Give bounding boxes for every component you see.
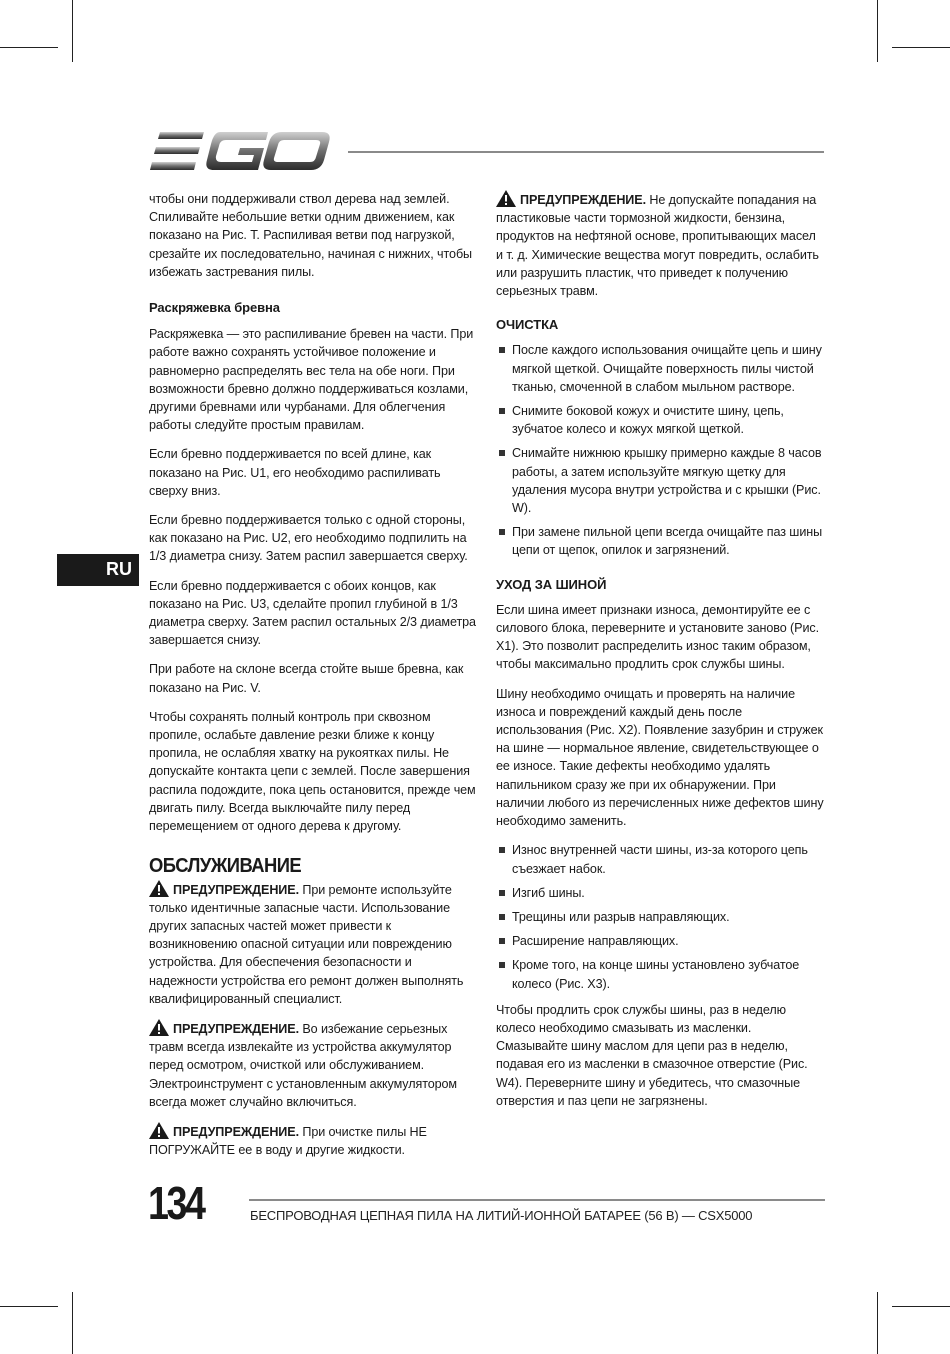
warning-triangle-icon	[149, 1019, 169, 1036]
warning-label: ПРЕДУПРЕЖДЕНИЕ.	[520, 193, 646, 207]
left-column	[149, 190, 477, 1170]
list-item: При замене пильной цепи всегда очищайте паз шины цепи от щепок, опилок и загрязнений.	[496, 523, 826, 559]
defects-list	[496, 841, 826, 992]
warning-text: При очистке пилы НЕ ПОГРУЖАЙТЕ ее в воду и другие жидкости.	[149, 1124, 427, 1158]
paragraph: Шину необходимо очищать и проверять на наличие износа и повреждений каждый день после использования (Рис. X2). Появление зазубрин и стружек на шине — нормальное явление, свидетельствующее о ее износе. Такие дефекты необходимо удалять напильником сразу же при их обнаружении. При наличии любого из перечисленных ниже дефектов шину необходимо заменить.	[496, 686, 824, 829]
warning-paragraph	[149, 1122, 477, 1159]
paragraph: Если шина имеет признаки износа, демонтируйте ее с силового блока, переверните и установите заново (Рис. X1). Это позволит распределить износ таким образом, чтобы максимально продлить срок службы шины.	[496, 602, 819, 672]
warning-paragraph	[496, 190, 826, 300]
paragraph: чтобы они поддерживали ствол дерева над землей. Спиливайте небольшие ветки одним движением, как показано на Рис. T. Распиливая ветви под нагрузкой, срезайте их последовательно, начиная с нижних, чтобы избежать застревания пилы.	[149, 192, 473, 279]
warning-paragraph	[149, 1019, 477, 1111]
warning-text: При ремонте используйте только идентичные запасные части. Использование других запасных частей может привести к возникновению опасной ситуации или повреждению устройства. Для обеспечения безопасности и надежности устройства его ремонт должен выполнять квалифицированный специалист.	[149, 882, 464, 1006]
crop-mark	[877, 0, 878, 62]
bucking-heading: Раскряжевка бревна	[149, 300, 280, 316]
cleaning-heading: ОЧИСТКА	[496, 317, 559, 333]
header-rule	[348, 151, 824, 153]
warning-text: Не допускайте попадания на пластиковые части тормозной жидкости, бензина, продуктов на нефтяной основе, пропитывающих масел и т. д. Химические вещества могут повредить, ослабить или разрушить пластик, что приведет к получению серьезных травм.	[496, 193, 819, 299]
crop-mark	[72, 1292, 73, 1354]
language-tab	[57, 554, 139, 586]
warning-label: ПРЕДУПРЕЖДЕНИЕ.	[173, 1021, 299, 1036]
paragraph: Если бревно поддерживается только с одной стороны, как показано на Рис. U2, его необходимо подпилить на 1/3 диаметра снизу. Затем распил завершается сверху.	[149, 513, 468, 564]
right-column	[496, 190, 826, 1121]
warning-triangle-icon	[149, 880, 169, 897]
list-item: После каждого использования очищайте цепь и шину мягкой щеткой. Очищайте поверхность пилы чистой тканью, смоченной в слабом мыльном растворе.	[496, 341, 826, 396]
paragraph: Раскряжевка — это распиливание бревен на части. При работе важно сохранять устойчивое положение и равномерно распределять вес тела на обе ноги. При возможности бревно должно поддерживаться козлами, другими бревнами или чурбанами. Для облегчения работы следуйте простым правилам.	[149, 327, 474, 433]
ego-logo	[150, 130, 332, 172]
warning-triangle-icon	[496, 190, 516, 207]
warning-label: ПРЕДУПРЕЖДЕНИЕ.	[173, 882, 299, 897]
crop-mark	[72, 0, 73, 62]
warning-text: Во избежание серьезных травм всегда извлекайте из устройства аккумулятор перед осмотром, очисткой или обслуживанием. Электроинструмент с установленным аккумулятором всегда может случайно включиться.	[149, 1021, 457, 1109]
language-code: RU	[106, 559, 132, 579]
list-item: Снимите боковой кожух и очистите шину, цепь, зубчатое колесо и кожух мягкой щеткой.	[496, 402, 826, 438]
warning-triangle-icon	[149, 1122, 169, 1139]
crop-mark	[877, 1292, 878, 1354]
paragraph: Если бревно поддерживается с обоих концов, как показано на Рис. U3, сделайте пропил глубиной в 1/3 диаметра сверху. Затем распил остальных 2/3 диаметра завершается снизу.	[149, 578, 476, 648]
list-item: Износ внутренней части шины, из-за которого цепь съезжает набок.	[496, 841, 826, 877]
list-item: Кроме того, на конце шины установлено зубчатое колесо (Рис. X3).	[496, 956, 826, 992]
crop-mark	[892, 1306, 950, 1307]
page-number: 134	[148, 1177, 204, 1229]
list-item: Расширение направляющих.	[496, 932, 826, 950]
crop-mark	[0, 1306, 58, 1307]
paragraph: При работе на склоне всегда стойте выше бревна, как показано на Рис. V.	[149, 662, 464, 695]
bar-care-heading: УХОД ЗА ШИНОЙ	[496, 576, 607, 592]
paragraph: Если бревно поддерживается по всей длине, как показано на Рис. U1, его необходимо распиливать сверху вниз.	[149, 447, 441, 498]
list-item: Трещины или разрыв направляющих.	[496, 908, 826, 926]
crop-mark	[892, 47, 950, 48]
warning-paragraph	[149, 880, 477, 1008]
list-item: Снимайте нижнюю крышку примерно каждые 8 часов работы, а затем используйте мягкую щетку для удаления мусора внутри устройства и с крышки (Рис. W).	[496, 444, 826, 517]
footer-title: БЕСПРОВОДНАЯ ЦЕПНАЯ ПИЛА НА ЛИТИЙ-ИОННОЙ БАТАРЕЕ (56 В) — CSX5000	[250, 1208, 753, 1223]
list-item: Изгиб шины.	[496, 884, 826, 902]
footer-rule	[249, 1199, 825, 1201]
paragraph: Чтобы сохранять полный контроль при сквозном пропиле, ослабьте давление резки ближе к концу пропила, не ослабляя хватку на рукоятках пилы. Не допускайте контакта цепи с землей. После завершения распила подождите, пока цепь остановится, прежде чем двигать пилу. Всегда выключайте пилу перед перемещением от одного дерева к другому.	[149, 709, 476, 834]
crop-mark	[0, 47, 58, 48]
warning-label: ПРЕДУПРЕЖДЕНИЕ.	[173, 1124, 299, 1139]
cleaning-list	[496, 341, 826, 559]
paragraph: Чтобы продлить срок службы шины, раз в неделю колесо необходимо смазывать из масленки. Смазывайте шину маслом для цепи раз в неделю, подавая его из масленки в смазочное отверстие (Рис. W4). Переверните шину и убедитесь, что смазочные отверстия и паз цепи не загрязнены.	[496, 1002, 808, 1108]
maintenance-heading: ОБСЛУЖИВАНИЕ	[149, 855, 302, 878]
